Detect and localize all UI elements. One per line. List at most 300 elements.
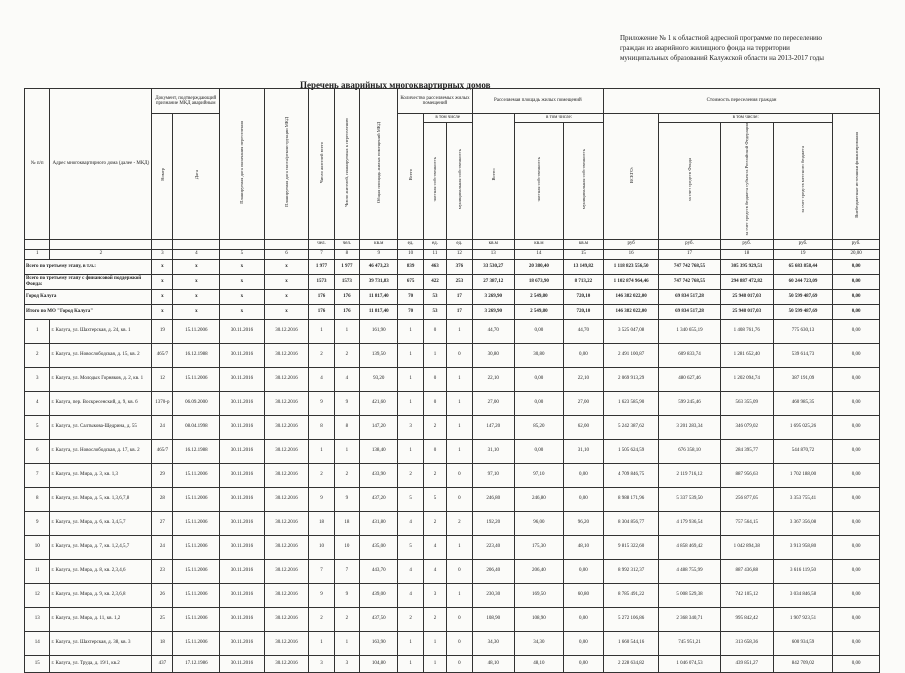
row-cell: 5 008 529,38 — [659, 583, 721, 607]
row-cell: 1 660 544,16 — [604, 631, 659, 655]
summary-cell: 11 817,40 — [360, 304, 398, 319]
row-cell: 1 — [447, 319, 472, 343]
unit-cell: ед. — [398, 239, 423, 249]
row-cell: 439 851,27 — [720, 655, 773, 672]
row-cell: 0,00 — [515, 439, 564, 463]
summary-cell: 1573 — [309, 274, 334, 289]
row-cell: 5 — [398, 487, 423, 511]
header-cost-total: ВСЕГО: — [604, 114, 659, 240]
header-no: № п/п — [25, 89, 50, 240]
row-cell: 48,10 — [515, 655, 564, 672]
summary-cell: 720,10 — [563, 304, 603, 319]
summary-row — [25, 259, 880, 274]
row-cell: 30.11.2016 — [220, 655, 265, 672]
column-number-cell: 12 — [447, 249, 472, 259]
row-cell: 15.11.2006 — [173, 319, 220, 343]
row-cell: 1 505 624,59 — [604, 439, 659, 463]
row-cell: 0,00 — [515, 319, 564, 343]
unit-cell: кв.м — [515, 239, 564, 249]
row-number: 6 — [25, 439, 50, 463]
column-numbers-body — [25, 249, 880, 259]
header-residents-to-move: Число жителей, планируемых к переселению — [334, 89, 359, 240]
summary-label: Город Калуга — [25, 289, 152, 304]
row-cell: 0 — [423, 391, 446, 415]
row-cell: 0,00 — [563, 463, 603, 487]
summary-row — [25, 274, 880, 289]
row-address: г. Калуга, пер. Воскресенский, д. 9, кв. 6 — [50, 391, 152, 415]
row-cell: 12 — [152, 367, 173, 391]
row-cell: 30.11.2016 — [220, 319, 265, 343]
summary-cell: 33 530,27 — [472, 259, 514, 274]
row-cell: 439,00 — [360, 583, 398, 607]
row-cell: 1 — [447, 535, 472, 559]
row-cell: 31,10 — [472, 439, 514, 463]
row-number: 1 — [25, 319, 50, 343]
row-address: г. Калуга, ул. Салтыкова-Щедрина, д. 55 — [50, 415, 152, 439]
row-cell: 44,70 — [472, 319, 514, 343]
row-cell: 757 564,15 — [720, 511, 773, 535]
row-cell: 480 627,46 — [659, 367, 721, 391]
row-cell: 30.11.2016 — [220, 343, 265, 367]
column-number-cell: 19 — [773, 249, 832, 259]
row-cell: 313 658,36 — [720, 631, 773, 655]
row-cell: 1 — [398, 319, 423, 343]
row-cell: 15.11.2006 — [173, 463, 220, 487]
row-cell: 104,80 — [360, 655, 398, 672]
row-cell: 28 — [152, 487, 173, 511]
summary-cell: 0,00 — [833, 289, 880, 304]
summary-cell: x — [152, 304, 173, 319]
table-row — [25, 535, 880, 559]
summary-cell: 3 269,90 — [472, 304, 514, 319]
row-cell: 30,80 — [472, 343, 514, 367]
row-cell: 0,00 — [833, 535, 880, 559]
column-number-cell: 2 — [50, 249, 152, 259]
row-cell: 8 785 491,22 — [604, 583, 659, 607]
row-cell: 0,00 — [833, 463, 880, 487]
row-number: 5 — [25, 415, 50, 439]
row-cell: 1 — [398, 655, 423, 672]
row-cell: 431,80 — [360, 511, 398, 535]
row-cell: 4 — [398, 559, 423, 583]
row-cell: 8 304 856,77 — [604, 511, 659, 535]
row-cell: 34,30 — [515, 631, 564, 655]
row-cell: 9 — [309, 487, 334, 511]
row-cell: 465/7 — [152, 439, 173, 463]
summary-cell: 675 — [398, 274, 423, 289]
row-cell: 30.12.2016 — [264, 559, 309, 583]
units-body — [25, 239, 880, 249]
row-cell: 18 — [334, 511, 359, 535]
summary-cell: 1 118 823 556,50 — [604, 259, 659, 274]
row-cell: 1 — [334, 439, 359, 463]
row-cell: 421,60 — [360, 391, 398, 415]
summary-cell: x — [173, 274, 220, 289]
summary-cell: 65 683 858,44 — [773, 259, 832, 274]
row-cell: 9 815 322,60 — [604, 535, 659, 559]
row-cell: 563 355,09 — [720, 391, 773, 415]
row-cell: 4 179 936,54 — [659, 511, 721, 535]
header-area-total: Всего: — [472, 114, 514, 240]
row-cell: 0 — [447, 487, 472, 511]
summary-cell: x — [264, 259, 309, 274]
row-cell: 30.11.2016 — [220, 487, 265, 511]
header-rooms-total: Всего — [398, 114, 423, 240]
row-cell: 06.09.2000 — [173, 391, 220, 415]
row-address: г. Калуга, ул. Труда, д. 19/1, кв.2 — [50, 655, 152, 672]
row-cell: 1 907 923,51 — [773, 607, 832, 631]
summary-cell: 176 — [309, 289, 334, 304]
row-cell: 31,10 — [563, 439, 603, 463]
row-cell: 2 — [309, 607, 334, 631]
row-cell: 0 — [447, 463, 472, 487]
row-cell: 465/7 — [152, 343, 173, 367]
row-cell: 8 992 312,37 — [604, 559, 659, 583]
row-cell: 0 — [423, 367, 446, 391]
summary-cell: 25 948 017,03 — [720, 304, 773, 319]
row-cell: 539 614,73 — [773, 343, 832, 367]
row-cell: 1 — [309, 439, 334, 463]
row-cell: 0,00 — [833, 391, 880, 415]
header-doc-date: Дата — [173, 114, 220, 240]
row-cell: 1 695 025,26 — [773, 415, 832, 439]
row-cell: 30.11.2016 — [220, 535, 265, 559]
row-cell: 206,40 — [472, 559, 514, 583]
row-cell: 230,30 — [472, 583, 514, 607]
table-row — [25, 487, 880, 511]
row-cell: 27,00 — [472, 391, 514, 415]
row-cell: 0 — [447, 343, 472, 367]
row-cell: 544 870,72 — [773, 439, 832, 463]
column-number-cell: 8 — [334, 249, 359, 259]
row-cell: 30.11.2016 — [220, 415, 265, 439]
row-cell: 25 — [152, 607, 173, 631]
row-cell: 0,00 — [563, 631, 603, 655]
summary-cell: 17 — [447, 289, 472, 304]
appendix-line-2: граждан из аварийного жилищного фонда на территории — [620, 44, 790, 52]
header-extra-sources: Внебюджетные источники финансирования — [833, 114, 880, 240]
row-cell: 19 — [152, 319, 173, 343]
row-cell: 24 — [152, 535, 173, 559]
row-cell: 4 — [309, 367, 334, 391]
column-number-cell: 4 — [173, 249, 220, 259]
header-area-private: частная собственность — [515, 123, 564, 240]
row-cell: 16.12.1988 — [173, 439, 220, 463]
row-cell: 745 951,21 — [659, 631, 721, 655]
summary-cell: 176 — [309, 304, 334, 319]
row-cell: 0 — [423, 319, 446, 343]
column-number-cell: 13 — [472, 249, 514, 259]
row-cell: 96,20 — [563, 511, 603, 535]
row-cell: 0,00 — [563, 559, 603, 583]
column-number-cell: 15 — [563, 249, 603, 259]
row-cell: 3 616 119,50 — [773, 559, 832, 583]
row-cell: 163,90 — [360, 631, 398, 655]
row-cell: 600 934,59 — [773, 631, 832, 655]
row-cell: 4 858 469,42 — [659, 535, 721, 559]
header-area-incl: в том числе: — [515, 114, 604, 123]
row-cell: 44,70 — [563, 319, 603, 343]
table-row — [25, 319, 880, 343]
unit-cell — [50, 239, 152, 249]
row-cell: 435,00 — [360, 535, 398, 559]
summary-cell: 747 742 768,55 — [659, 274, 721, 289]
table-row — [25, 439, 880, 463]
row-cell: 0,00 — [833, 559, 880, 583]
row-address: г. Калуга, ул. Новослободская, д. 15, кв. 2 — [50, 343, 152, 367]
unit-cell: кв.м — [472, 239, 514, 249]
row-cell: 15.11.2006 — [173, 559, 220, 583]
row-cell: 3 525 047,08 — [604, 319, 659, 343]
row-number: 3 — [25, 367, 50, 391]
summary-cell: x — [220, 274, 265, 289]
table-row — [25, 607, 880, 631]
summary-cell: 1 102 874 964,46 — [604, 274, 659, 289]
row-cell: 30.11.2016 — [220, 463, 265, 487]
row-cell: 437,20 — [360, 487, 398, 511]
row-cell: 1 — [309, 319, 334, 343]
houses-table — [24, 88, 880, 673]
row-cell: 30.11.2016 — [220, 631, 265, 655]
row-cell: 30.11.2016 — [220, 559, 265, 583]
row-cell: 30.12.2016 — [264, 607, 309, 631]
row-cell: 30.11.2016 — [220, 511, 265, 535]
row-cell: 0 — [423, 439, 446, 463]
row-cell: 62,00 — [563, 415, 603, 439]
row-cell: 27 — [152, 511, 173, 535]
appendix-line-1: Приложение № 1 к областной адресной программе по переселению — [620, 34, 823, 42]
row-cell: 7 — [309, 559, 334, 583]
row-cell: 2 — [334, 463, 359, 487]
header-area-municipal: муниципальная собственность — [563, 123, 603, 240]
row-cell: 48,10 — [472, 655, 514, 672]
summary-cell: 70 — [398, 304, 423, 319]
row-cell: 0,00 — [833, 607, 880, 631]
summary-cell: x — [220, 304, 265, 319]
row-cell: 1 — [334, 319, 359, 343]
unit-cell: руб. — [720, 239, 773, 249]
row-cell: 30.12.2016 — [264, 367, 309, 391]
unit-cell — [152, 239, 173, 249]
row-cell: 30.11.2016 — [220, 367, 265, 391]
appendix-note — [620, 33, 890, 63]
summary-cell: x — [264, 289, 309, 304]
row-cell: 460 985,35 — [773, 391, 832, 415]
row-cell: 27,00 — [563, 391, 603, 415]
row-cell: 30,80 — [515, 343, 564, 367]
row-cell: 1 702 188,00 — [773, 463, 832, 487]
row-cell: 1 281 652,40 — [720, 343, 773, 367]
row-cell: 1 — [398, 439, 423, 463]
row-address: г. Калуга, ул. Шахтерская, д. 24, кв. 1 — [50, 319, 152, 343]
header-rooms-incl: в том числе — [423, 114, 472, 123]
header-residents-total: Число жителей всего — [309, 89, 334, 240]
column-number-cell: 1 — [25, 249, 50, 259]
column-number-cell: 18 — [720, 249, 773, 259]
header-rooms-private: частная собственность — [423, 123, 446, 240]
summary-cell: 8 713,22 — [563, 274, 603, 289]
row-cell: 1 — [398, 343, 423, 367]
row-cell: 2 368 340,71 — [659, 607, 721, 631]
row-cell: 108,90 — [472, 607, 514, 631]
appendix-line-3: муниципальных образований Калужской области на 2013-2017 годы — [620, 54, 825, 62]
summary-cell: 422 — [423, 274, 446, 289]
column-number-cell: 7 — [309, 249, 334, 259]
header-planned-demolition: Планируемая дата сноса/реконструкции МКД — [264, 89, 309, 240]
unit-cell — [220, 239, 265, 249]
row-cell: 1 — [447, 367, 472, 391]
header-rooms-count: Количество расселяемых жилых помещений — [398, 89, 472, 114]
row-cell: 138,40 — [360, 439, 398, 463]
row-cell: 96,00 — [515, 511, 564, 535]
column-number-cell: 20,00 — [833, 249, 880, 259]
row-cell: 995 842,42 — [720, 607, 773, 631]
row-cell: 8 — [334, 415, 359, 439]
row-cell: 5 272 106,86 — [604, 607, 659, 631]
summary-cell: 1 977 — [334, 259, 359, 274]
row-cell: 2 — [398, 463, 423, 487]
table-row — [25, 463, 880, 487]
summary-cell: 50 599 487,69 — [773, 289, 832, 304]
row-cell: 437,50 — [360, 607, 398, 631]
table-row — [25, 511, 880, 535]
row-cell: 2 — [423, 463, 446, 487]
summary-cell: 39 731,83 — [360, 274, 398, 289]
row-cell: 3 — [334, 655, 359, 672]
row-cell: 23 — [152, 559, 173, 583]
row-cell: 29 — [152, 463, 173, 487]
summary-cell: 1573 — [334, 274, 359, 289]
summary-cell: x — [264, 274, 309, 289]
row-cell: 1 623 585,90 — [604, 391, 659, 415]
table-row — [25, 343, 880, 367]
summary-cell: 20 380,40 — [515, 259, 564, 274]
table-row — [25, 367, 880, 391]
row-cell: 18 — [309, 511, 334, 535]
summary-cell: 60 244 723,09 — [773, 274, 832, 289]
header-planned-end: Планируемая дата окончания переселения — [220, 89, 265, 240]
summary-cell: 305 395 929,51 — [720, 259, 773, 274]
summary-cell: 11 817,40 — [360, 289, 398, 304]
row-cell: 1 042 894,38 — [720, 535, 773, 559]
row-cell: 1 — [334, 631, 359, 655]
row-cell: 22,10 — [563, 367, 603, 391]
row-cell: 0 — [447, 655, 472, 672]
row-cell: 4 — [423, 559, 446, 583]
row-cell: 1 — [309, 631, 334, 655]
row-cell: 3 034 846,58 — [773, 583, 832, 607]
row-cell: 676 358,10 — [659, 439, 721, 463]
row-cell: 147,20 — [472, 415, 514, 439]
column-number-cell: 3 — [152, 249, 173, 259]
row-cell: 887 956,63 — [720, 463, 773, 487]
summary-cell: 69 834 517,28 — [659, 289, 721, 304]
row-cell: 842 709,02 — [773, 655, 832, 672]
summary-cell: x — [173, 289, 220, 304]
row-cell: 5 337 539,50 — [659, 487, 721, 511]
row-address: г. Калуга, ул. Шахтерская, д. 38, кв. 3 — [50, 631, 152, 655]
row-cell: 9 — [309, 391, 334, 415]
row-cell: 16.12.1988 — [173, 343, 220, 367]
row-cell: 0,00 — [833, 439, 880, 463]
row-number: 10 — [25, 535, 50, 559]
header-row-1 — [25, 89, 880, 114]
row-cell: 0,00 — [833, 343, 880, 367]
header-doc-number: Номер — [152, 114, 173, 240]
column-number-cell: 9 — [360, 249, 398, 259]
summary-cell: 13 149,82 — [563, 259, 603, 274]
summary-cell: 3 269,90 — [472, 289, 514, 304]
row-cell: 4 709 846,75 — [604, 463, 659, 487]
summary-cell: 2 549,80 — [515, 289, 564, 304]
row-cell: 284 395,77 — [720, 439, 773, 463]
row-number: 14 — [25, 631, 50, 655]
row-address: г. Калуга, ул. Молодых Горняков, д. 2, кв. 1 — [50, 367, 152, 391]
row-cell: 30.11.2016 — [220, 439, 265, 463]
summary-row — [25, 304, 880, 319]
row-cell: 0,00 — [515, 391, 564, 415]
summary-cell: 0,00 — [833, 274, 880, 289]
unit-cell — [173, 239, 220, 249]
unit-cell: кв.м — [563, 239, 603, 249]
row-cell: 742 105,12 — [720, 583, 773, 607]
row-address: г. Калуга, ул. Мира, д. 11, кв. 1,2 — [50, 607, 152, 631]
row-cell: 169,50 — [515, 583, 564, 607]
row-address: г. Калуга, ул. Мира, д. 6, кв. 3,4,5,7 — [50, 511, 152, 535]
row-cell: 2 — [423, 511, 446, 535]
row-cell: 437 — [152, 655, 173, 672]
summary-cell: x — [173, 304, 220, 319]
table-row — [25, 559, 880, 583]
row-cell: 175,30 — [515, 535, 564, 559]
summary-cell: 25 948 017,03 — [720, 289, 773, 304]
unit-cell: ед. — [423, 239, 446, 249]
row-cell: 147,20 — [360, 415, 398, 439]
row-cell: 139,50 — [360, 343, 398, 367]
row-cell: 9 — [334, 583, 359, 607]
summary-body — [25, 259, 880, 319]
row-cell: 108,90 — [515, 607, 564, 631]
summary-cell: 463 — [423, 259, 446, 274]
row-cell: 1 — [423, 343, 446, 367]
row-cell: 0,00 — [833, 631, 880, 655]
row-cell: 30.12.2016 — [264, 583, 309, 607]
header-fund: за счет средств Фонда — [659, 123, 721, 240]
table-row — [25, 583, 880, 607]
row-cell: 775 630,13 — [773, 319, 832, 343]
column-number-cell: 6 — [264, 249, 309, 259]
row-cell: 2 228 634,82 — [604, 655, 659, 672]
row-cell: 15.11.2006 — [173, 535, 220, 559]
row-cell: 9 — [309, 583, 334, 607]
row-cell: 30.12.2016 — [264, 511, 309, 535]
row-cell: 93,20 — [360, 367, 398, 391]
row-cell: 5 — [398, 535, 423, 559]
row-address: г. Калуга, ул. Мира, д. 5, кв. 1,3,6,7,8 — [50, 487, 152, 511]
row-cell: 15.11.2006 — [173, 583, 220, 607]
row-cell: 223,40 — [472, 535, 514, 559]
row-cell: 2 — [398, 607, 423, 631]
summary-cell: 839 — [398, 259, 423, 274]
row-cell: 30.11.2016 — [220, 607, 265, 631]
row-number: 9 — [25, 511, 50, 535]
row-number: 4 — [25, 391, 50, 415]
row-cell: 4 — [423, 535, 446, 559]
row-cell: 3 — [423, 583, 446, 607]
summary-cell: 27 387,12 — [472, 274, 514, 289]
row-cell: 97,10 — [472, 463, 514, 487]
unit-cell: чел. — [334, 239, 359, 249]
